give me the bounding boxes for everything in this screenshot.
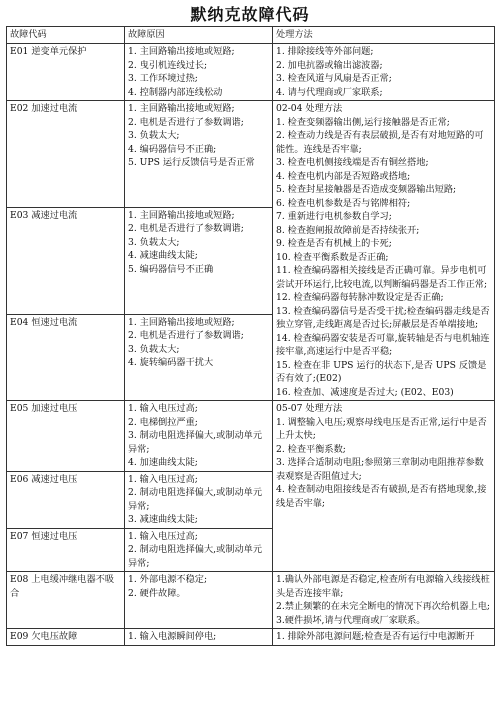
fault-code: E02 加速过电流: [7, 101, 125, 208]
solution-line: 1.确认外部电源是否稳定,检查所有电源输入线接线桩头是否连接牢靠;: [276, 574, 490, 599]
header-solution: 处理方法: [273, 27, 495, 44]
solution-line: 9. 检查是否有机械上的卡死;: [276, 238, 392, 249]
solution-line: 3. 选择合适制动电阻;参照第三章制动电阻推荐参数表观察是否阻值过大;: [276, 457, 484, 482]
cause-line: 2. 制动电阻选择偏大,或制动单元异常;: [128, 544, 263, 569]
cause-line: 1. 输入电压过高;: [128, 403, 198, 414]
cause-line: 5. 编码器信号不正确: [128, 263, 214, 275]
fault-causes: [125, 528, 273, 572]
solution-line: 3. 检查电机侧接线端是否有铜丝搭地;: [276, 157, 429, 168]
header-cause: 故障原因: [125, 27, 273, 44]
solution-line: 8. 检查抱闸报故障前是否持续张开;: [276, 224, 420, 236]
solution-line: 6. 检查电机参数是否与铭牌相符;: [276, 197, 411, 209]
fault-causes: [125, 314, 273, 400]
cause-line: 3. 负载太大;: [128, 343, 180, 355]
solution-line: 3.硬件损坏,请与代理商或厂家联系。: [276, 614, 426, 626]
solution-line: 2.禁止频繁的在未完全断电的情况下再次给机器上电;: [276, 601, 490, 612]
solution-line: 10. 检查平衡系数是否正确;: [276, 251, 389, 263]
fault-code: E06 减速过电压: [7, 471, 125, 528]
fault-code: E03 减速过电流: [7, 207, 125, 314]
solution-line: 13. 检查编码器信号是否受干扰;检查编码器走线是否独立穿管,走线距离是否过长;屏蔽层是否单端接地;: [276, 305, 490, 330]
solution-heading: 05-07 处理方法: [276, 403, 343, 414]
cause-line: 1. 输入电压过高;: [128, 530, 198, 542]
fault-solutions-05-07: [273, 401, 495, 572]
cause-line: 1. 输入电源瞬间停电;: [128, 631, 217, 642]
solution-line: 4. 检查电机内部是否短路或搭地;: [276, 170, 411, 182]
solution-heading: 02-04 处理方法: [276, 103, 343, 114]
cause-line: 4. 旋转编码器干扰大: [128, 357, 214, 369]
solution-line: 7. 重新进行电机参数自学习;: [276, 211, 392, 222]
cause-line: 1. 主回路输出接地或短路;: [128, 209, 235, 221]
fault-solutions: [273, 629, 495, 646]
solution-line: 2. 检查动力线是否有表层破损,是否有对地短路的可能性。连线是否牢靠;: [276, 130, 484, 155]
fault-code: E09 欠电压故障: [7, 629, 125, 646]
fault-causes: [125, 44, 273, 101]
solution-line: 14. 检查编码器安装是否可靠,旋转轴是否与电机轴连接牢靠,高速运行中是否平稳;: [276, 332, 490, 357]
cause-line: 2. 电机是否进行了参数调谐;: [128, 116, 244, 128]
document-title: 默纳克故障代码: [190, 5, 310, 24]
cause-line: 4. 控制器内部连线松动: [128, 86, 223, 98]
solution-line: 5. 检查封星接触器是否造成变频器输出短路;: [276, 184, 457, 195]
fault-solutions: [273, 572, 495, 629]
table-row: [7, 401, 495, 472]
cause-line: 5. UPS 运行反馈信号是否正常: [128, 157, 255, 168]
fault-solutions: [273, 44, 495, 101]
cause-line: 2. 电机是否进行了参数调谐;: [128, 223, 244, 235]
solution-line: 2. 检查平衡系数;: [276, 443, 346, 455]
table-row: [7, 572, 495, 629]
cause-line: 1. 主回路输出接地或短路;: [128, 103, 235, 114]
solution-line: 2. 加电抗器或输出滤波器;: [276, 59, 383, 71]
fault-code-table: [6, 26, 495, 646]
table-row: [7, 629, 495, 646]
fault-causes: [125, 207, 273, 314]
cause-line: 4. 加速曲线太陡;: [128, 457, 198, 468]
cause-line: 1. 输入电压过高;: [128, 473, 198, 485]
fault-code: E05 加速过电压: [7, 401, 125, 472]
solution-line: 1. 调整输入电压;观察母线电压是否正常,运行中是否上升太快;: [276, 416, 487, 441]
cause-line: 1. 外部电源不稳定;: [128, 574, 208, 585]
fault-causes: [125, 401, 273, 472]
table-row: [7, 44, 495, 101]
solution-line: 1. 排除接线等外部问题;: [276, 46, 374, 57]
cause-line: 3. 制动电阻选择偏大,或制动单元异常;: [128, 430, 263, 455]
fault-causes: [125, 471, 273, 528]
fault-code: E04 恒速过电流: [7, 314, 125, 400]
cause-line: 4. 减速曲线太陡;: [128, 250, 198, 262]
fault-causes: [125, 101, 273, 208]
table-header-row: [7, 27, 495, 44]
solution-line: 4. 检查制动电阻接线是否有破损,是否有搭地现象,接线是否牢靠;: [276, 484, 487, 509]
cause-line: 3. 负载太大;: [128, 236, 180, 248]
solution-line: 3. 检查风道与风扇是否正常;: [276, 73, 392, 84]
header-code: 故障代码: [7, 27, 125, 44]
cause-line: 3. 工作环境过热;: [128, 73, 198, 84]
fault-code: E08 上电缓冲继电器不吸合: [7, 572, 125, 629]
cause-line: 2. 硬件故障。: [128, 587, 186, 599]
cause-line: 1. 主回路输出接地或短路;: [128, 316, 235, 328]
cause-line: 2. 制动电阻选择偏大,或制动单元异常;: [128, 487, 263, 512]
fault-code: E01 逆变单元保护: [7, 44, 125, 101]
fault-solutions-02-04: [273, 101, 495, 401]
cause-line: 3. 减速曲线太陡;: [128, 514, 198, 525]
solution-line: 15. 检查在非 UPS 运行的状态下,是否 UPS 反馈是否有效了;(E02): [276, 359, 487, 384]
solution-line: 1. 检查变频器输出侧,运行接触器是否正常;: [276, 116, 450, 128]
solution-line: 12. 检查编码器每转脉冲数设定是否正确;: [276, 292, 444, 303]
solution-line: 1. 排除外部电源问题;检查是否有运行中电源断开: [276, 631, 475, 642]
solution-line: 11. 检查编码器相关接线是否正确可靠。异步电机可尝试开环运行,比较电流,以判断编码器是否工作正常;: [276, 265, 488, 290]
fault-code: E07 恒速过电压: [7, 528, 125, 572]
fault-causes: [125, 629, 273, 646]
cause-line: 1. 主回路输出接地或短路;: [128, 46, 235, 57]
solution-line: 4. 请与代理商或厂家联系;: [276, 86, 383, 98]
cause-line: 2. 电机是否进行了参数调谐;: [128, 330, 244, 342]
cause-line: 2. 曳引机连线过长;: [128, 59, 208, 71]
table-row: [7, 101, 495, 208]
solution-line: 16. 检查加、减速度是否过大; (E02、E03): [276, 386, 454, 398]
cause-line: 4. 编码器信号不正确;: [128, 143, 217, 155]
cause-line: 3. 负载太大;: [128, 130, 180, 141]
cause-line: 2. 电梯倒拉严重;: [128, 416, 198, 428]
fault-causes: [125, 572, 273, 629]
